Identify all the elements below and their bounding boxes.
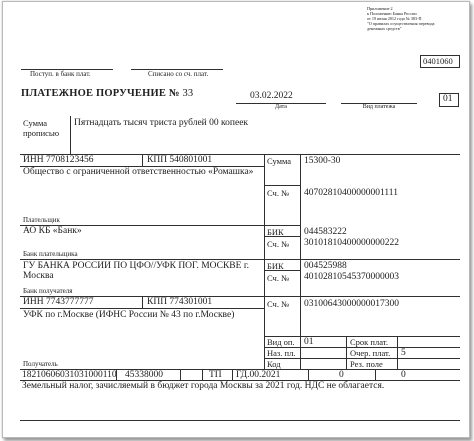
amount-words-label-text: Сумма прописью xyxy=(23,118,60,138)
payee-bank-name-line1: ГУ БАНКА РОССИИ ПО ЦФО//УФК ПОГ. МОСКВЕ г. xyxy=(23,261,250,271)
grid-line xyxy=(308,369,309,380)
amount-value: 15300-30 xyxy=(304,156,341,166)
ocher-label: Очер. плат. xyxy=(350,348,391,358)
payer-inn: ИНН 7708123456 xyxy=(23,155,94,165)
grid-line xyxy=(20,308,264,309)
payee-bank-corr-label: Сч. № xyxy=(267,273,290,283)
payment-purpose: Земельный налог, зачисляемый в бюджет города Москвы за 2021 год. НДС не облагается. xyxy=(22,381,385,391)
amount-label: Сумма xyxy=(267,156,292,166)
grid-line xyxy=(346,336,347,369)
status-code: 01 xyxy=(443,94,453,104)
appendix-line: "О правилах осуществления перевода xyxy=(367,21,435,26)
payee-inn: ИНН 7743777777 xyxy=(23,297,94,307)
payee-bank-name-line2: Москва xyxy=(23,271,54,281)
payee-name: УФК по г.Москве (ИФНС России № 43 по г.Москве) xyxy=(23,310,235,320)
vid-op-label: Вид оп. xyxy=(267,337,295,347)
order-number: 33 xyxy=(182,88,194,99)
payer-label: Плательщик xyxy=(23,216,60,224)
period-value: ГД.00.2021 xyxy=(236,370,281,380)
payee-account: 03100643000000017300 xyxy=(304,299,399,309)
grid-line xyxy=(142,154,143,166)
payment-type-caption: Вид платежа xyxy=(362,104,396,110)
grid-line xyxy=(202,369,203,380)
grid-line xyxy=(397,336,398,369)
basis-value: ТП xyxy=(209,370,222,380)
payee-bank-corr: 40102810545370000003 xyxy=(304,272,399,282)
payer-bank-corr-label: Сч. № xyxy=(267,239,290,249)
srok-label: Срок плат. xyxy=(350,337,388,347)
vid-op-value: 01 xyxy=(304,337,314,347)
payee-label: Получатель xyxy=(23,360,58,368)
appendix-line: денежных средств" xyxy=(367,26,402,31)
form-code: 0401060 xyxy=(423,56,453,66)
doc-date-value: 0 xyxy=(401,370,406,380)
payer-bank-bik-label: БИК xyxy=(267,227,284,237)
order-date: 03.02.2022 xyxy=(250,91,293,101)
payer-account-label: Сч. № xyxy=(267,188,290,198)
grid-line xyxy=(20,420,460,421)
grid-line xyxy=(20,259,460,260)
payer-kpp: КПП 540801001 xyxy=(147,155,213,165)
payment-order-form xyxy=(2,1,470,438)
grid-line xyxy=(232,369,233,380)
grid-line xyxy=(264,185,300,186)
appendix-line: от 19 июня 2012 года № 383-П xyxy=(367,16,422,21)
grid-line xyxy=(375,369,376,380)
payee-bank-bik: 004525988 xyxy=(304,261,347,271)
payee-bank-bik-label: БИК xyxy=(267,261,284,271)
payee-bank-label: Банк получателя xyxy=(23,287,73,295)
rez-label: Рез. поле xyxy=(350,359,383,369)
kbk-value: 18210606031031000110 xyxy=(22,370,117,380)
payee-account-label: Сч. № xyxy=(267,299,290,309)
naz-pl-label: Наз. пл. xyxy=(267,348,296,358)
document-title xyxy=(21,88,193,99)
doc-number-value: 0 xyxy=(339,370,344,380)
amount-words-label xyxy=(23,118,63,138)
ocher-value: 5 xyxy=(401,348,406,358)
appendix-line: Приложение 2 xyxy=(367,6,393,11)
title-text: ПЛАТЕЖНОЕ ПОРУЧЕНИЕ № xyxy=(21,88,180,99)
grid-line xyxy=(180,369,181,380)
payer-bank-name: АО КБ «Банк» xyxy=(23,226,82,236)
received-label: Поступ. в банк плат. xyxy=(30,70,91,78)
debited-label: Списано со сч. плат. xyxy=(148,70,209,78)
payer-account: 40702810400000001111 xyxy=(304,188,398,198)
appendix-note xyxy=(367,6,435,31)
appendix-line: к Положению Банка России xyxy=(367,11,417,16)
payer-bank-corr: 30101810400000000222 xyxy=(304,238,399,248)
payer-bank-bik: 044583222 xyxy=(304,227,347,237)
date-caption: Дата xyxy=(275,104,287,110)
payer-name: Общество с ограниченной ответственностью «Ромашка» xyxy=(23,167,254,177)
grid-line xyxy=(142,296,143,308)
amount-words-divider xyxy=(70,116,71,154)
amount-words: Пятнадцать тысяч триста рублей 00 копеек xyxy=(74,118,249,128)
oktmo-value: 45338000 xyxy=(125,370,163,380)
kod-label: Код xyxy=(267,359,281,369)
payer-bank-label: Банк плательщика xyxy=(23,250,78,258)
payee-kpp: КПП 774301001 xyxy=(147,297,213,307)
